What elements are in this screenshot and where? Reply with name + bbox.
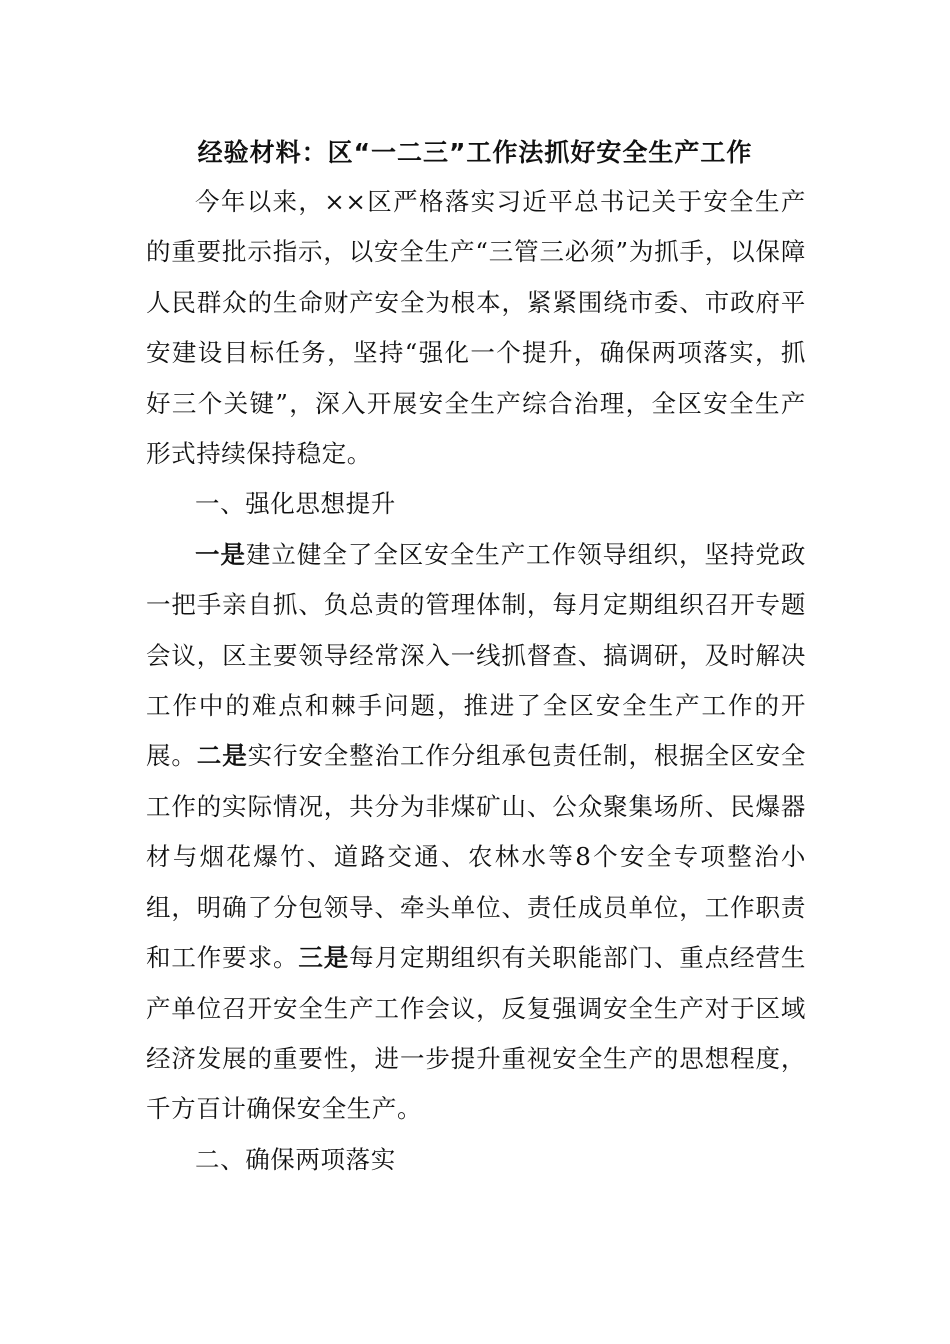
section-heading-2: 二、确保两项落实	[195, 1144, 396, 1174]
section1-paragraph	[146, 530, 806, 1135]
document-title: 经验材料：区“一二三”工作法抓好安全生产工作	[197, 138, 753, 167]
intro-paragraph: 今年以来，××区严格落实习近平总书记关于安全生产的重要批示指示，以安全生产“三管三必须”为抓手，以保障人民群众的生命财产安全为根本，紧紧围绕市委、市政府平安建设目标任务，坚持“强化一个提升，确保两项落实，抓好三个关键”，深入开展安全生产综合治理，全区安全生产形式持续保持稳定。	[146, 187, 806, 469]
point-text-3: 每月定期组织有关职能部门、重点经营生产单位召开安全生产工作会议，反复强调安全生产对于区域经济发展的重要性，进一步提升重视安全生产的思想程度，千方百计确保安全生产。	[146, 943, 806, 1124]
point-lead-3: 三是	[298, 943, 350, 973]
section-heading-1: 一、强化思想提升	[195, 489, 396, 519]
point-text-1: 建立健全了全区安全生产工作领导组织，坚持党政一把手亲自抓、负总责的管理体制，每月定期组织召开专题会议，区主要领导经常深入一线抓督查、搞调研，及时解决工作中的难点和棘手问题，推进了全区安全生产工作的开展。	[146, 539, 806, 771]
point-lead-2: 二是	[196, 741, 248, 771]
document-body	[146, 177, 806, 1185]
point-lead-1: 一是	[195, 539, 246, 569]
point-text-2: 实行安全整治工作分组承包责任制，根据全区安全工作的实际情况，共分为非煤矿山、公众聚集场所、民爆器材与烟花爆竹、道路交通、农林水等8个安全专项整治小组，明确了分包领导、牵头单位、责任成员单位，工作职责和工作要求。	[146, 741, 806, 973]
